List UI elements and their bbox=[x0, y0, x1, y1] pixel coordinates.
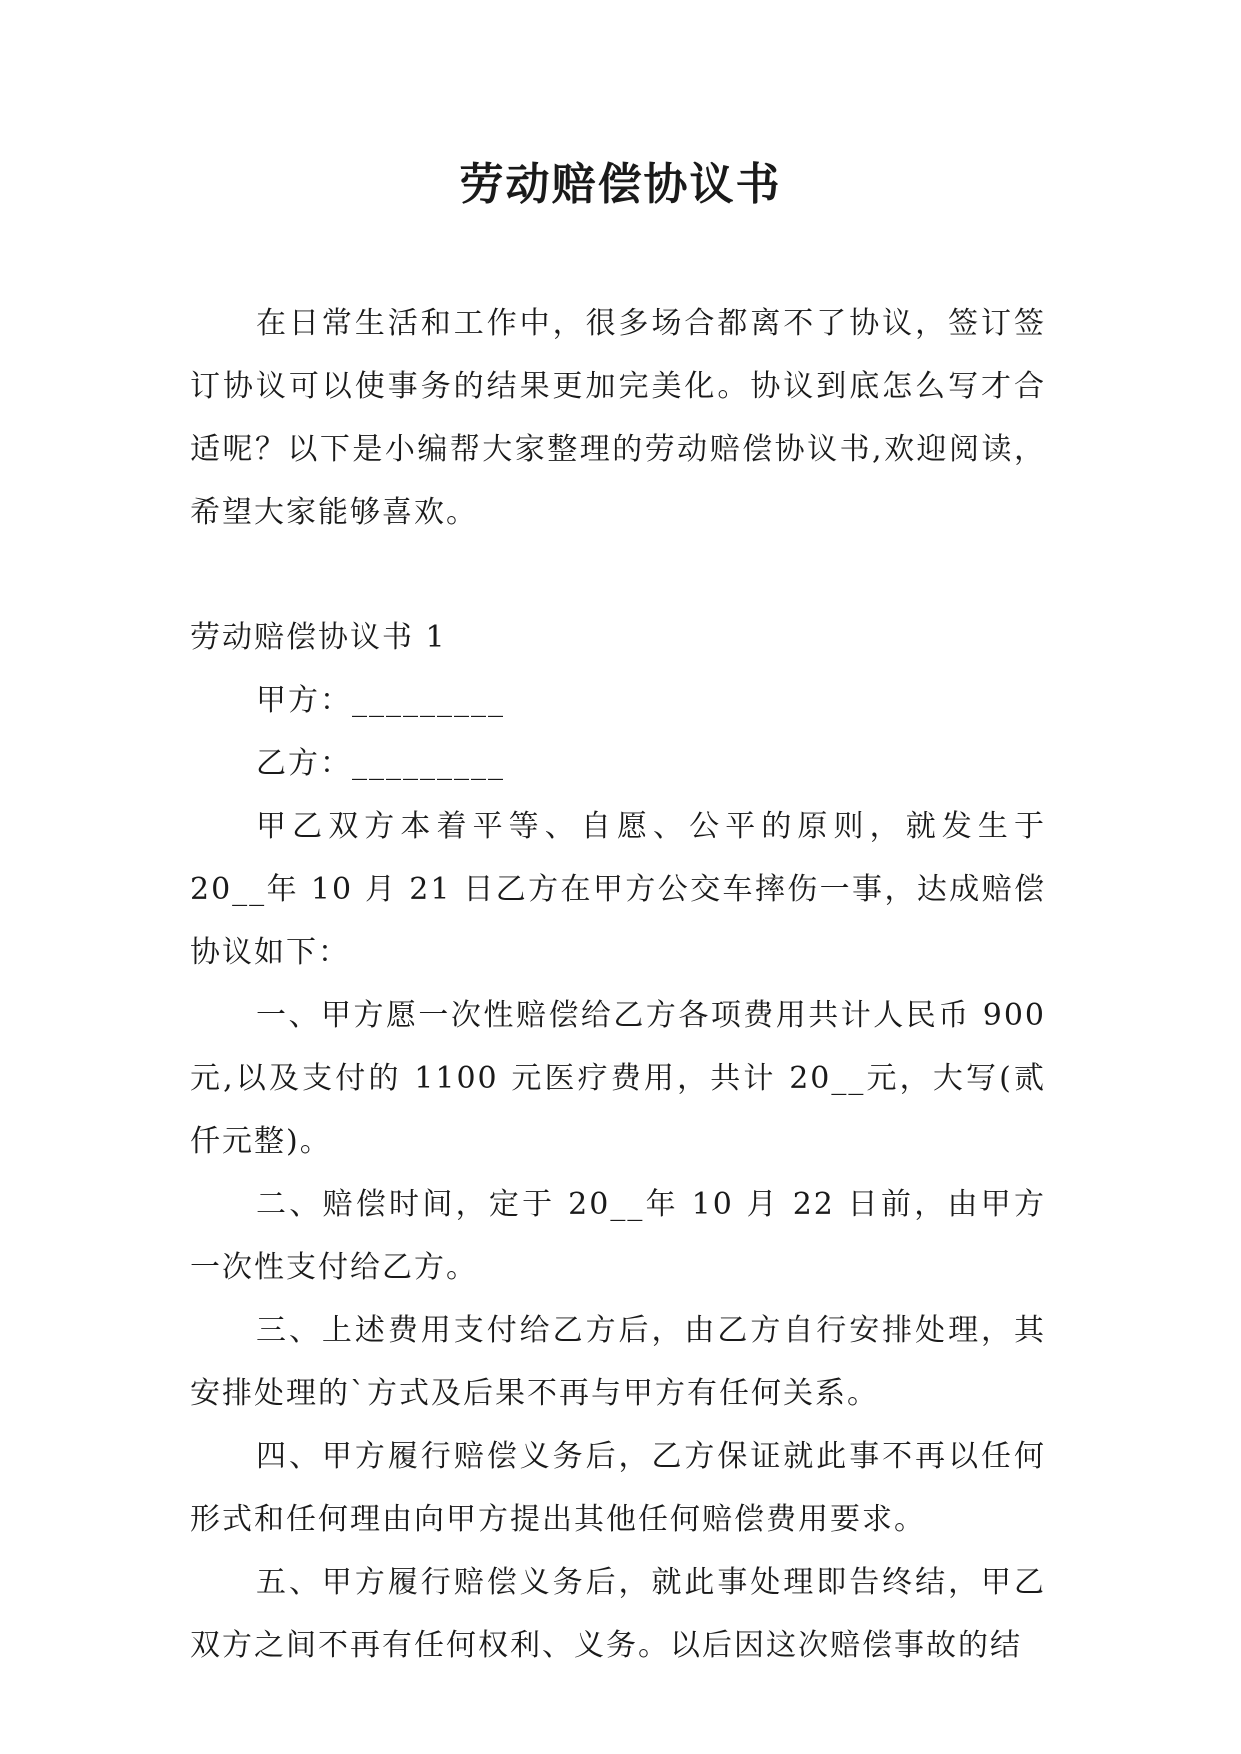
intro-paragraph: 在日常生活和工作中，很多场合都离不了协议，签订签订协议可以使事务的结果更加完美化。协议到底怎么写才合适呢？以下是小编帮大家整理的劳动赔偿协议书,欢迎阅读，希望大家能够喜欢。 bbox=[190, 306, 1046, 530]
document-body bbox=[190, 292, 1046, 1677]
clause-3-paragraph: 三、上述费用支付给乙方后，由乙方自行安排处理，其安排处理的`方式及后果不再与甲方有任何关系。 bbox=[190, 1313, 1046, 1411]
clause-1-paragraph: 一、甲方愿一次性赔偿给乙方各项费用共计人民币 900元,以及支付的 1100 元医疗费用，共计 20__元，大写(贰仟元整)。 bbox=[190, 998, 1046, 1159]
clause-4-paragraph: 四、甲方履行赔偿义务后，乙方保证就此事不再以任何形式和任何理由向甲方提出其他任何赔偿费用要求。 bbox=[190, 1439, 1046, 1537]
party-a-line: 甲方：_________ bbox=[256, 683, 505, 718]
party-b-line: 乙方：_________ bbox=[256, 746, 505, 781]
section-heading: 劳动赔偿协议书 1 bbox=[190, 620, 447, 655]
document-title: 劳动赔偿协议书 bbox=[459, 159, 782, 210]
clause-2-paragraph: 二、赔偿时间，定于 20__年 10 月 22 日前，由甲方一次性支付给乙方。 bbox=[190, 1187, 1046, 1285]
preamble-paragraph: 甲乙双方本着平等、自愿、公平的原则，就发生于 20__年 10 月 21 日乙方在甲方公交车摔伤一事，达成赔偿协议如下： bbox=[190, 809, 1046, 970]
clause-5-paragraph: 五、甲方履行赔偿义务后，就此事处理即告终结，甲乙双方之间不再有任何权利、义务。以后因这次赔偿事故的结 bbox=[190, 1565, 1046, 1663]
